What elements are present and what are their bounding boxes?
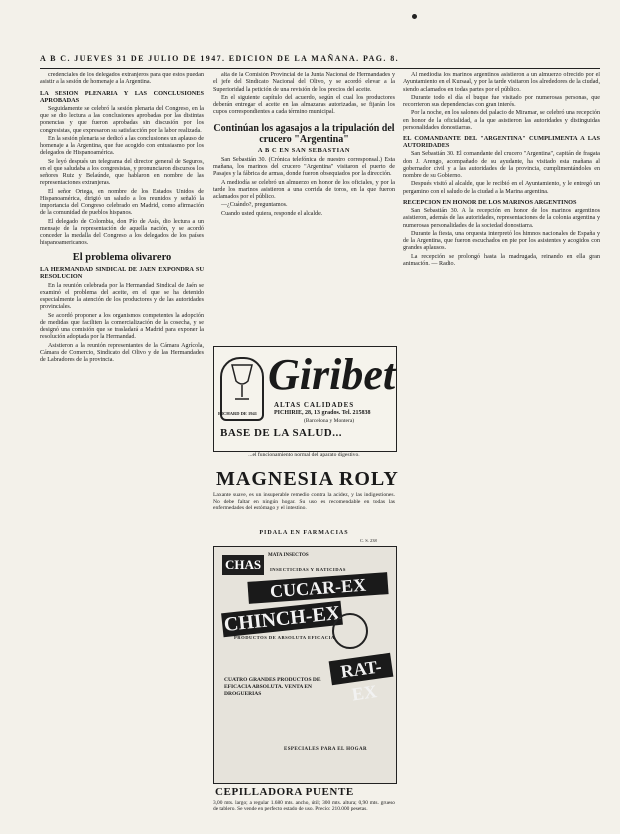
- wine-glass-icon: [224, 359, 260, 407]
- paragraph: San Sebastián 30. A la recepción en honor de los marinos argentinos asistieron, además de las autoridades, representaciones de la colonia argentina y numerosas personalidades de la sociedad donostiarra.: [403, 208, 600, 229]
- cepilladora-title: CEPILLADORA PUENTE: [215, 786, 354, 798]
- paragraph: alta de la Comisión Provincial de la Junta Nacional de Hermandades y el jefe del Sindicato Nacional del Olivo, y se acordó elevar a la Superioridad la petición de una revisión de los precios del aceite.: [213, 72, 395, 93]
- article-headline: El problema olivarero: [72, 251, 172, 263]
- insect-icon: [332, 613, 368, 649]
- magnesia-description: Laxante suave, es un insuperable remedio contra la acidez, y las indigestiones. No debe faltar en ningún hogar. Su uso es recomendable en todas las enfermedades del estómago y el intestino.: [213, 492, 395, 512]
- article-subheading: LA HERMANDAD SINDICAL DE JAEN EXPONDRA SU RESOLUCION: [40, 266, 204, 281]
- article-dateline: A B C EN SAN SEBASTIAN: [257, 146, 351, 154]
- giribet-advertisement: [213, 346, 397, 452]
- paragraph: El señor Ortega, en nombre de los Estados Unidos de Hispanoamérica, dirigió un saludo a los reunidos y señaló la importancia del Congreso celebrado en Madrid, como afirmación de la comunidad de pueblos hispanos.: [40, 188, 204, 217]
- paragraph: En el siguiente capítulo del acuerdo, según el cual los productores deberán entregar el aceite en las almazaras autorizadas, se fijarán los cupos correspondientes a cada término municipal.: [213, 94, 395, 116]
- giribet-address: PICHIRIE, 28, 13 grados. Tel. 215838: [274, 410, 371, 416]
- chas-tagline-2: PRODUCTOS DE ABSOLUTA EFICACIA: [234, 635, 335, 640]
- salud-subtitle: ...el funcionamiento normal del aparato digestivo.: [248, 452, 360, 458]
- paragraph: Seguidamente se celebró la sesión plenaria del Congreso, en la que se dio lectura a las conclusiones aprobadas por las distintas ponencias y que fueron aprobadas sin discusión por los congresistas, que expresaron su satisfacción por la labor realizada.: [40, 105, 204, 134]
- chas-tagline: INSECTICIDAS Y RATICIDAS: [270, 567, 346, 572]
- paragraph: credenciales de los delegados extranjeros para que estos puedan asistir a la sesión de homenaje a la Argentina.: [40, 72, 204, 86]
- header-rule: [40, 68, 600, 69]
- giribet-logo: Giribet: [268, 350, 396, 399]
- cucarex-banner: CUCAR-EX: [247, 572, 388, 604]
- giribet-locations: (Barcelona y Montera): [304, 418, 355, 424]
- giribet-tagline: ALTAS CALIDADES: [274, 401, 355, 409]
- registration-number: C. S. 238: [360, 538, 377, 543]
- magnesia-roly-title: MAGNESIA ROLY: [216, 468, 399, 490]
- paragraph: Durante todo el día el buque fue visitado por numerosas personas, que recorrieron sus dependencias con gran interés.: [403, 94, 600, 108]
- paragraph: San Sebastián 30. El comandante del crucero "Argentina", capitán de fragata don J. Arengo, acompañado de su ayudante, ha visitado esta mañana al gobernador civil y a las autoridades de la provincia, cumplimentándoles en nombre de su Gobierno.: [403, 151, 600, 180]
- chas-logo: CHAS: [222, 555, 264, 575]
- section-heading: LA SESION PLENARIA Y LAS CONCLUSIONES APROBADAS: [40, 89, 204, 104]
- paragraph: Después visitó al alcalde, que le recibió en el Ayuntamiento, y le entregó un pergamino con el saludo de la ciudad a la Marina argentina.: [403, 181, 600, 195]
- crest-label: RICHARD DE 1941: [218, 411, 258, 416]
- chas-bottom-text: ESPECIALES PARA EL HOGAR: [284, 747, 367, 752]
- paragraph: El delegado de Colombia, don Pío de Asís, dio lectura a un mensaje de la representación de aquella nación, y se acordó conceder la medalla del Congreso a los delegados de los países hispanoamericanos.: [40, 218, 204, 247]
- salud-headline: BASE DE LA SALUD...: [220, 427, 342, 439]
- paragraph: Se acordó proponer a los organismos competentes la adopción de medidas que faciliten la comercialización de la cosecha, y se designó una comisión que se trasladará a Madrid para exponer la resolución adoptada por la Hermandad.: [40, 312, 204, 341]
- pharmacy-note: PIDALA EN FARMACIAS: [259, 530, 349, 536]
- paragraph: A mediodía se celebró un almuerzo en honor de los oficiales, y por la tarde los marinos asistieron a una corrida de toros, en la que fueron aclamados por el público.: [213, 179, 395, 201]
- chas-info-text: CUATRO GRANDES PRODUCTOS DE EFICACIA ABSOLUTA. VENTA EN DROGUERIAS: [224, 677, 321, 697]
- paragraph: Al mediodía los marinos argentinos asistieron a un almuerzo ofrecido por el Ayuntamiento en el Kursaal, y por la tarde visitaron los alrededores de la ciudad, siendo aclamados en todas partes por el público.: [403, 72, 600, 93]
- paragraph: Por la noche, en los salones del palacio de Miramar, se celebró una recepción en honor de la oficialidad, a la que asistieron las autoridades y distinguidas personalidades donostiarras.: [403, 110, 600, 131]
- paragraph: Cuando usted quiera, responde el alcalde.: [221, 210, 323, 217]
- cepilladora-description: 3,00 mts. largo; a regular 1.680 mts. ancho, útil; 300 mts. altura; 0,90 mts. grueso de tablero. Se vende en perfecto estado de uso. Precio: 210.000 pesetas.: [213, 800, 395, 813]
- page-mark: [412, 14, 417, 19]
- section-heading: RECEPCION EN HONOR DE LOS MARINOS ARGENTINOS: [403, 198, 577, 206]
- column-middle: [213, 72, 395, 347]
- page-header: A B C. JUEVES 31 DE JULIO DE 1947. EDICION DE LA MAÑANA. PAG. 8.: [40, 54, 400, 63]
- paragraph: En la sesión plenaria se dedicó a las conclusiones un aplauso de homenaje a la Argentina, que fue acogido con entusiasmo por los delegados de Hispanoamérica.: [40, 135, 204, 157]
- paragraph: Durante la fiesta, una orquesta interpretó los himnos nacionales de España y de la Argentina, que fueron escuchados en pie por los asistentes y acogidos con grandes aplausos.: [403, 230, 600, 252]
- chas-slogan: MATA INSECTOS: [268, 553, 309, 558]
- chas-advertisement: [213, 546, 397, 784]
- ratex-banner: RAT-EX: [329, 653, 394, 685]
- paragraph: —¿Cuándo?, preguntamos.: [221, 202, 288, 209]
- section-heading: EL COMANDANTE DEL "ARGENTINA" CUMPLIMENTA A LAS AUTORIDADES: [403, 135, 600, 150]
- paragraph: En la reunión celebrada por la Hermandad Sindical de Jaén se examinó el problema del aceite, en el que se ha detenido especialmente la atención de los productores y de las autoridades provinciales.: [40, 282, 204, 311]
- column-left: [40, 72, 204, 807]
- article-headline: Continúan los agasajos a la tripulación del crucero "Argentina": [213, 122, 395, 145]
- paragraph: San Sebastián 30. (Crónica telefónica de nuestro corresponsal.) Esta mañana, los marinos del crucero "Argentina" visitaron el puerto de Pasajes y la fábrica de armas, donde fueron obsequiados por la dirección.: [213, 156, 395, 178]
- paragraph: Asistieron a la reunión representantes de la Cámara Agrícola, Cámara de Comercio, Sindicato del Olivo y de las Hermandades de Labradores de la provincia.: [40, 342, 204, 364]
- paragraph: Se leyó después un telegrama del director general de Seguros, en el que saludaba a los congresistas, y pronunciaron discursos los señores Ruiz y Belaúnde, que hablaron en nombre de las representaciones extranjeras.: [40, 158, 204, 187]
- paragraph: La recepción se prolongó hasta la madrugada, reinando en ella gran animación. — Radio.: [403, 253, 600, 267]
- column-right: [403, 72, 600, 807]
- chinchex-banner: CHINCH-EX: [222, 601, 342, 637]
